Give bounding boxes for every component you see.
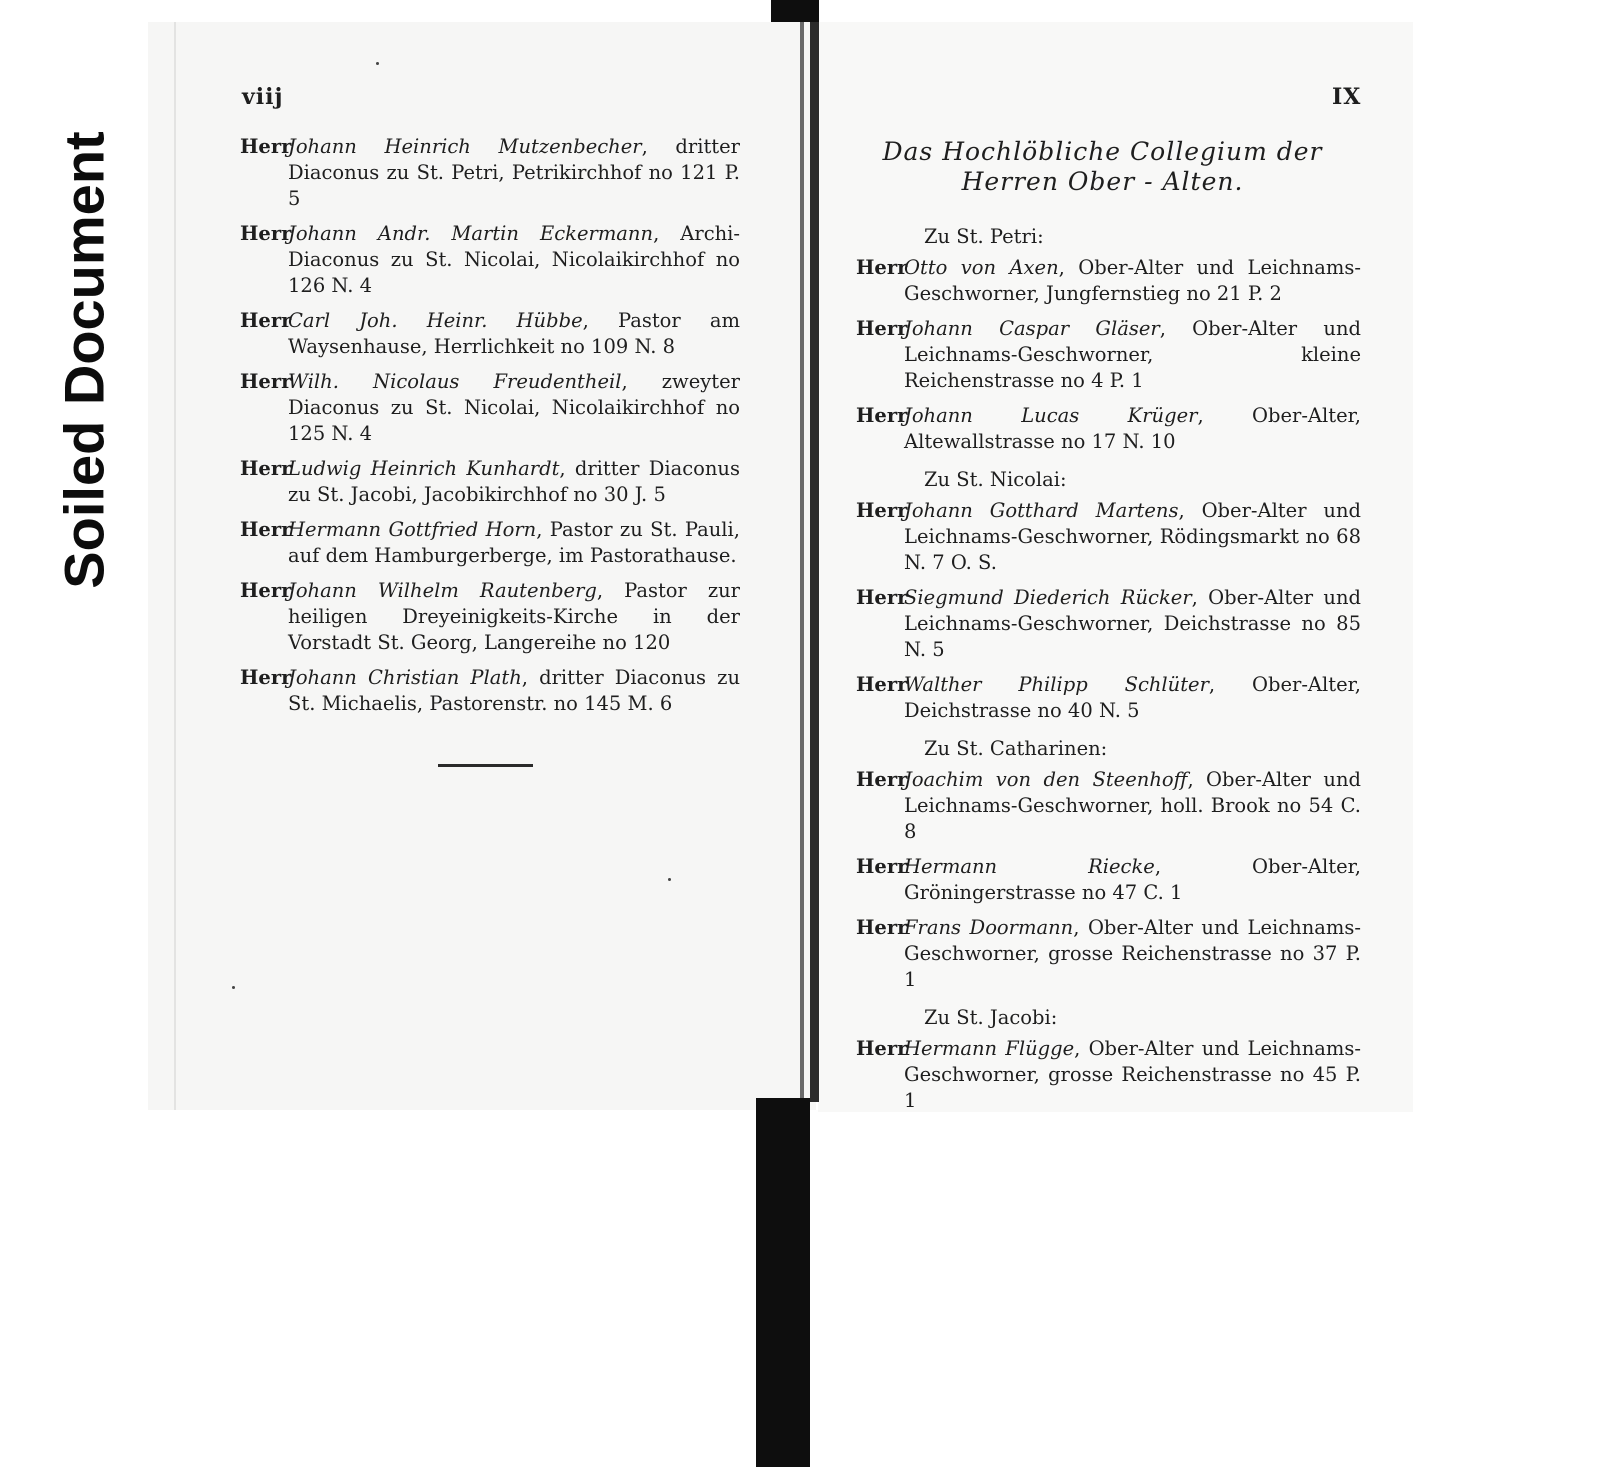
entry-detail: , Ober-Alter und Leichnams-Geschworner, holl. Brook no 54 C. 8 (904, 768, 1361, 843)
right-page-number: IX (1332, 84, 1362, 110)
entry-name: Johann Wilhelm Rautenberg (288, 579, 597, 602)
heading-line-1: Das Hochlöbliche Collegium der (882, 137, 1323, 166)
entry-herr: Herr (240, 309, 292, 332)
entry-name: Frans Doormann (904, 916, 1074, 939)
entry-name: Johann Caspar Gläser (904, 317, 1160, 340)
entry-detail: , zweyter Diaconus zu St. Nicolai, Nicolaikirchhof no 125 N. 4 (288, 370, 740, 445)
speck (376, 62, 379, 65)
entry-herr: Herr (856, 1037, 908, 1060)
section-title: Zu St. Petri: (924, 225, 1044, 248)
entry (240, 456, 740, 508)
entry-detail: , dritter Diaconus zu St. Michaelis, Pastorenstr. no 145 M. 6 (288, 666, 741, 715)
page-edge (174, 22, 176, 1110)
entry-name: Wilh. Nicolaus Freudentheil (288, 370, 622, 393)
binding-strip-top (771, 0, 819, 22)
left-entries (240, 134, 740, 726)
entry (856, 854, 1361, 906)
speck (668, 878, 671, 881)
speck (232, 986, 235, 989)
section-title: Zu St. Catharinen: (924, 737, 1108, 760)
entry-name: Johann Gotthard Martens (904, 499, 1179, 522)
entry-herr: Herr (856, 855, 908, 878)
entry-herr: Herr (240, 666, 292, 689)
entry-detail: , Ober-Alter, Deichstrasse no 40 N. 5 (904, 673, 1361, 722)
entry (856, 1036, 1361, 1114)
entry-name: Siegmund Diederich Rücker (904, 586, 1192, 609)
entry-name: Johann Heinrich Mutzenbecher (288, 135, 642, 158)
entry-detail: , Pastor zur heiligen Dreyeinigkeits-Kirche in der Vorstadt St. Georg, Langereihe no 120 (288, 579, 740, 654)
entry-name: Otto von Axen (904, 256, 1059, 279)
entry (240, 369, 740, 447)
book-gutter (810, 22, 819, 1102)
entry-herr: Herr (856, 673, 908, 696)
end-rule (438, 764, 533, 767)
entry (856, 767, 1361, 845)
entry-herr: Herr (856, 916, 908, 939)
entry-name: Hermann Riecke (904, 855, 1155, 878)
entry-herr: Herr (240, 135, 292, 158)
side-label (0, 0, 150, 720)
entry (856, 255, 1361, 307)
entry-detail: , dritter Diaconus zu St. Petri, Petrikirchhof no 121 P. 5 (288, 135, 740, 210)
binding-strip-bottom (756, 1098, 810, 1467)
entry-herr: Herr (856, 317, 908, 340)
entry-name: Hermann Gottfried Horn (288, 518, 537, 541)
entry-herr: Herr (856, 499, 908, 522)
entry-herr: Herr (240, 457, 292, 480)
entry (240, 308, 740, 360)
entry-detail: , Ober-Alter und Leichnams-Geschworner, kleine Reichenstrasse no 4 P. 1 (904, 317, 1361, 392)
entry (240, 517, 740, 569)
entry-detail: , Pastor am Waysenhause, Herrlichkeit no 109 N. 8 (288, 309, 740, 358)
entry (240, 578, 740, 656)
entry-name: Ludwig Heinrich Kunhardt (288, 457, 560, 480)
entry-detail: , Ober-Alter, Gröningerstrasse no 47 C. 1 (904, 855, 1361, 904)
entry-detail: , dritter Diaconus zu St. Jacobi, Jacobikirchhof no 30 J. 5 (288, 457, 740, 506)
entry (856, 672, 1361, 724)
entry-detail: , Ober-Alter, Altewallstrasse no 17 N. 10 (904, 404, 1361, 453)
entry-herr: Herr (240, 222, 292, 245)
entry (856, 498, 1361, 576)
entry (856, 585, 1361, 663)
entry-name: Joachim von den Steenhoff (904, 768, 1188, 791)
left-page-number: viij (242, 84, 284, 110)
section-title: Zu St. Nicolai: (924, 468, 1067, 491)
entry-herr: Herr (856, 586, 908, 609)
entry-name: Johann Andr. Martin Eckermann (288, 222, 654, 245)
entry-herr: Herr (856, 768, 908, 791)
entry-name: Walther Philipp Schlüter (904, 673, 1209, 696)
entry (856, 316, 1361, 394)
entry-detail: , Ober-Alter und Leichnams-Geschworner, Deichstrasse no 85 N. 5 (904, 586, 1361, 661)
entry-name: Carl Joh. Heinr. Hübbe (288, 309, 583, 332)
entry-name: Johann Christian Plath (288, 666, 522, 689)
entry (240, 134, 740, 212)
entry-name: Hermann Flügge (904, 1037, 1075, 1060)
entry (240, 665, 740, 717)
entry-herr: Herr (856, 404, 908, 427)
entry (856, 403, 1361, 455)
entry-detail: , Archi-Diaconus zu St. Nicolai, Nicolaikirchhof no 126 N. 4 (288, 222, 740, 297)
entry (240, 221, 740, 299)
entry-herr: Herr (856, 256, 908, 279)
entry-detail: , Ober-Alter und Leichnams-Geschworner, Jungfernstieg no 21 P. 2 (904, 256, 1361, 305)
entry-name: Johann Lucas Krüger (904, 404, 1198, 427)
entry-herr: Herr (240, 370, 292, 393)
heading-line-2: Herren Ober - Alten. (961, 167, 1244, 196)
page-heading (830, 137, 1375, 197)
entry (856, 915, 1361, 993)
side-label-text: Soiled Document (52, 131, 116, 589)
right-entries (856, 212, 1361, 1123)
entry-detail: , Ober-Alter und Leichnams-Geschworner, grosse Reichenstrasse no 37 P. 1 (904, 916, 1361, 991)
section-title: Zu St. Jacobi: (924, 1006, 1058, 1029)
entry-detail: , Ober-Alter und Leichnams-Geschworner, grosse Reichenstrasse no 45 P. 1 (904, 1037, 1361, 1112)
entry-herr: Herr (240, 518, 292, 541)
gutter-shadow (800, 22, 804, 1102)
entry-herr: Herr (240, 579, 292, 602)
entry-detail: , Pastor zu St. Pauli, auf dem Hamburgerberge, im Pastorathause. (288, 518, 740, 567)
entry-detail: , Ober-Alter und Leichnams-Geschworner, Rödingsmarkt no 68 N. 7 O. S. (904, 499, 1361, 574)
